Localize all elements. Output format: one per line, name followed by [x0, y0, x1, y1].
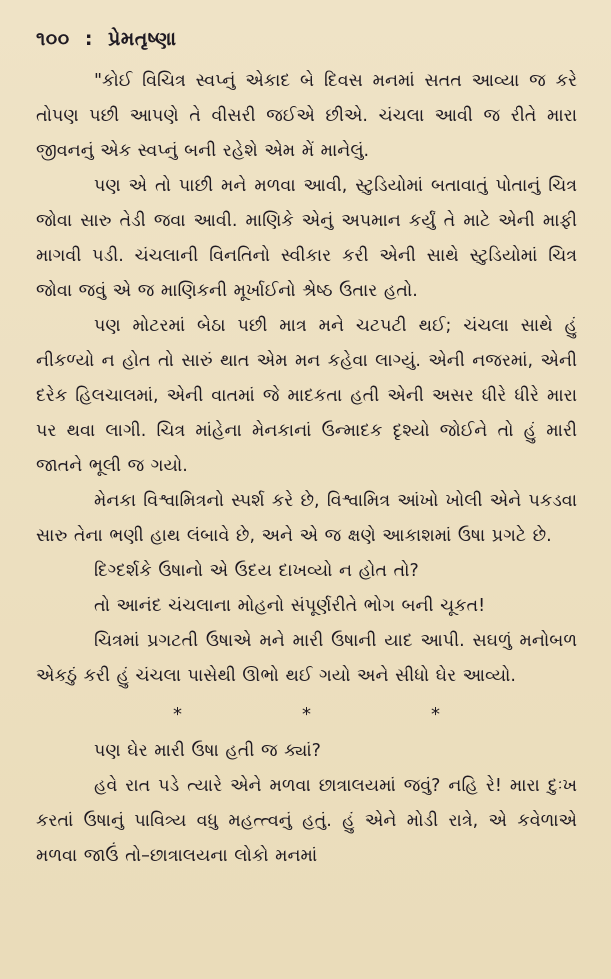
paragraph: "કોઈ વિચિત્ર સ્વપ્નું એકાદ બે દિવસ મનમાં સતત આવ્યા જ કરે તોપણ પછી આપણે તે વીસરી જઈએ છીએ. ચંચલા આવી જ રીતે મારા જીવનનું એક સ્વપ્નું બની રહેશે એમ મેં માનેલું. [36, 71, 577, 161]
book-title: પ્રેમતૃષ્ણા [108, 28, 177, 50]
paragraph: દિગ્દર્શકે ઉષાનો એ ઉદય દાખવ્યો ન હોત તો? [94, 561, 419, 581]
paragraph: પણ મોટરમાં બેઠા પછી માત્ર મને ચટપટી થઈ; ચંચલા સાથે હું નીકળ્યો ન હોત તો સારું થાત એમ મન કહેવા લાગ્યું. એની નજરમાં, એની દરેક હિલચાલમાં, એની વાતમાં જે માદકતા હતી એની અસર ધીરે ધીરે મારા પર થવા લાગી. ચિત્ર માંહેના મેનકાનાં ઉન્માદક દૃશ્યો જોઈને તો હું મારી જાતને ભૂલી જ ગયો. [36, 316, 577, 476]
paragraph: ચિત્રમાં પ્રગટતી ઉષાએ મને મારી ઉષાની યાદ આપી. સઘળું મનોબળ એકઠું કરી હું ચંચલા પાસેથી ઊભો થઈ ગયો અને સીધો ઘેર આવ્યો. [36, 631, 577, 686]
paragraph: હવે રાત પડે ત્યારે એને મળવા છાત્રાલયમાં જવું? નહિ રે! મારા દુઃખ કરતાં ઉષાનું પાવિત્ર્ય વધુ મહત્ત્વનું હતું. હું એને મોડી રાત્રે, એ કવેળાએ મળવા જાઉં તો–છાત્રાલયના લોકો મનમાં [36, 776, 577, 866]
paragraph: મેનકા વિશ્વામિત્રનો સ્પર્શ કરે છે, વિશ્વામિત્ર આંખો ખોલી એને પકડવા સારુ તેના ભણી હાથ લંબાવે છે, અને એ જ ક્ષણે આકાશમાં ઉષા પ્રગટે છે. [36, 491, 577, 546]
running-header [36, 28, 577, 50]
star-mark: * [302, 704, 311, 725]
paragraph: તો આનંદ ચંચલાના મોહનો સંપૂર્ણરીતે ભોગ બની ચૂકત! [94, 596, 486, 616]
section-break [36, 700, 577, 730]
page-number: ૧૦૦ [36, 28, 70, 50]
star-mark: * [431, 704, 440, 725]
star-mark: * [173, 704, 182, 725]
header-separator: : [84, 28, 93, 50]
paragraph: પણ એ તો પાછી મને મળવા આવી, સ્ટુડિયોમાં બતાવાતું પોતાનું ચિત્ર જોવા સારુ તેડી જવા આવી. માણિકે એનું અપમાન કર્યું તે માટે એની માફી માગવી પડી. ચંચલાની વિનતિનો સ્વીકાર કરી એની સાથે સ્ટુડિયોમાં ચિત્ર જોવા જવું એ જ માણિકની મૂર્ખાઈનો શ્રેષ્ઠ ઉતાર હતો. [36, 176, 577, 301]
paragraph: પણ ઘેર મારી ઉષા હતી જ ક્યાં? [94, 741, 321, 761]
